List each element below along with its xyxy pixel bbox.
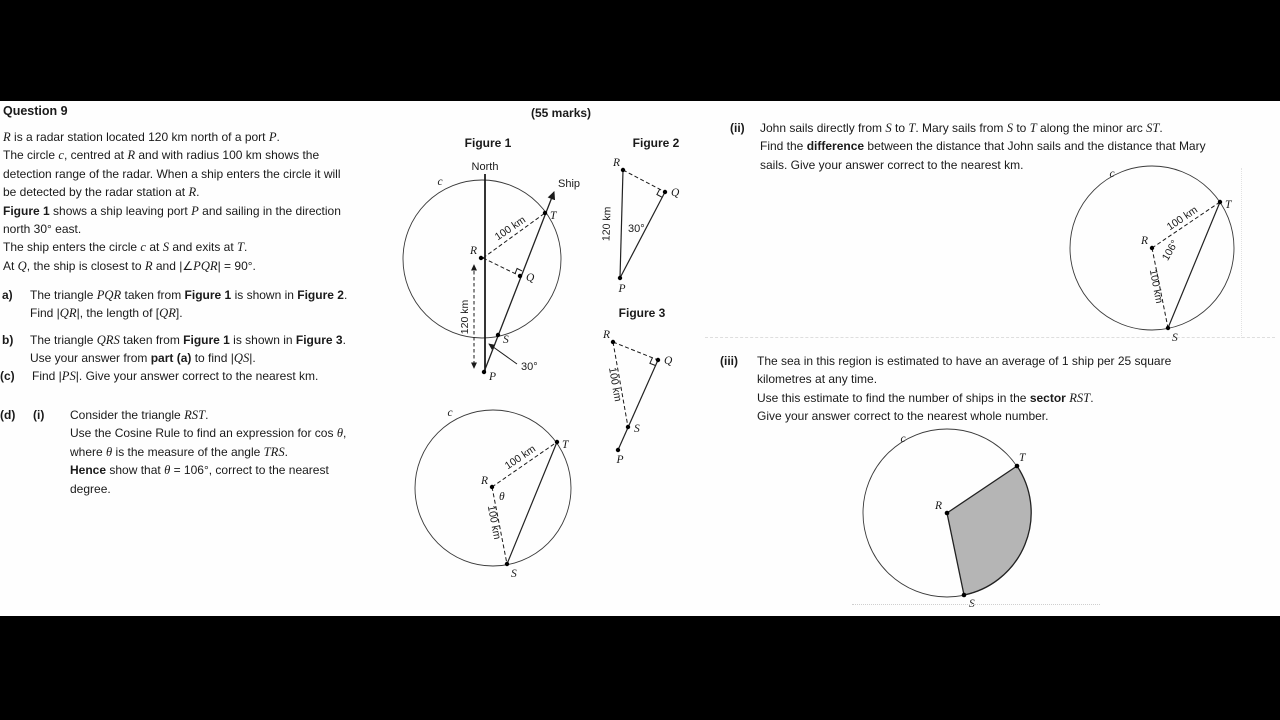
text-line: The sea in this region is estimated to have an average of 1 ship per 25 square	[757, 354, 1172, 368]
point-q-label: Q	[671, 187, 680, 199]
text-line: Use the Cosine Rule to find an expression for cos θ,	[70, 426, 347, 441]
text-line: Use your answer from part (a) to find |QS|.	[30, 351, 256, 366]
part-b-text	[30, 331, 422, 368]
text-line: The triangle QRS taken from Figure 1 is shown in Figure 3.	[30, 333, 346, 347]
point-q-label: Q	[664, 355, 673, 367]
rp-distance-label: 120 km	[459, 299, 471, 335]
point-s	[496, 333, 500, 337]
right-angle-mark-q	[657, 189, 662, 197]
part-d-i-label: (i)	[33, 408, 45, 422]
segment-rp	[620, 170, 623, 278]
point-q	[656, 358, 660, 362]
point-t-label: T	[562, 439, 569, 451]
figure-iii-sector	[856, 425, 1048, 613]
text-line: Find |PS|. Give your answer correct to the nearest km.	[32, 369, 319, 383]
point-t	[1218, 200, 1222, 204]
text-line: Use this estimate to find the number of ships in the sector RST.	[757, 390, 1094, 405]
text-line: degree.	[70, 481, 111, 496]
point-q	[518, 274, 522, 278]
point-p	[482, 370, 486, 374]
segment-rq-dashed	[613, 342, 658, 360]
rt-distance-label: 100 km	[492, 213, 528, 244]
figure-3	[593, 304, 703, 469]
point-s-label: S	[1172, 332, 1178, 344]
point-r	[479, 256, 483, 260]
part-iii-text	[757, 352, 1270, 426]
angle-106-label: 106°	[1159, 238, 1182, 263]
part-b-label: b)	[2, 333, 14, 347]
point-r	[611, 340, 615, 344]
text-line: The ship enters the circle c at S and exits at T.	[3, 240, 248, 255]
text-line: Hence show that θ = 106°, correct to the nearest	[70, 463, 329, 478]
point-s-label: S	[634, 423, 640, 435]
point-r-label: R	[469, 245, 477, 257]
rp-distance-label: 120 km	[600, 206, 614, 242]
part-iii	[720, 352, 1270, 426]
point-t	[1015, 464, 1020, 469]
figure-3-title: Figure 3	[618, 306, 666, 320]
part-c-text	[32, 367, 420, 385]
ship-label: Ship	[558, 178, 581, 190]
point-r	[490, 485, 494, 489]
point-p	[618, 276, 622, 280]
point-r-label: R	[934, 500, 942, 512]
figure-2-title: Figure 2	[632, 136, 680, 150]
figure-2	[595, 134, 700, 296]
point-r-label: R	[480, 475, 488, 487]
point-r-label: R	[602, 329, 610, 341]
text-line: Find |QR|, the length of [QR].	[30, 306, 183, 321]
text-line: John sails directly from S to T. Mary sails from S to T along the minor arc ST.	[760, 121, 1163, 135]
circle-c-label: c	[437, 176, 443, 188]
part-d-text	[70, 406, 420, 498]
point-q-label: Q	[526, 272, 535, 284]
text-line: The triangle PQR taken from Figure 1 is shown in Figure 2.	[30, 288, 348, 302]
part-ii-label: (ii)	[730, 121, 745, 135]
exam-page	[0, 101, 1280, 616]
north-label: North	[471, 161, 499, 173]
point-p-label: P	[616, 454, 624, 466]
text-line: Find the difference between the distance that John sails and the distance that Mary	[760, 139, 1206, 154]
scan-artifact-line	[852, 604, 1100, 605]
question-title: Question 9	[3, 104, 68, 118]
text-line: At Q, the ship is closest to R and |∠PQR| = 90°.	[3, 258, 256, 273]
point-r	[621, 168, 625, 172]
theta-label: θ	[499, 491, 505, 503]
text-line: north 30° east.	[3, 222, 82, 237]
text-line: The circle c, centred at R and with radius 100 km shows the	[3, 148, 320, 163]
point-r	[1150, 246, 1154, 250]
segment-rq-dashed	[483, 258, 520, 276]
segment-qsp	[618, 360, 658, 450]
point-s	[626, 425, 630, 429]
rs-distance-label: 100 km	[484, 504, 504, 541]
angle-30-label: 30°	[628, 223, 645, 235]
scan-artifact-line	[1241, 168, 1242, 338]
text-line: Consider the triangle RST.	[70, 408, 209, 422]
text-line: Give your answer correct to the nearest whole number.	[757, 409, 1049, 424]
part-c-label: (c)	[0, 369, 15, 383]
text-line: kilometres at any time.	[757, 372, 878, 387]
point-s-label: S	[503, 334, 509, 346]
rs-distance-label: 100 km	[606, 366, 624, 403]
circle-c-label: c	[1109, 168, 1115, 180]
rs-distance-label: 100 km	[1146, 268, 1166, 305]
sector-rst	[947, 466, 1031, 595]
point-s-label: S	[511, 568, 517, 580]
scan-artifact-line	[705, 337, 1275, 338]
angle-30-label: 30°	[521, 361, 538, 373]
text-line: sails. Give your answer correct to the nearest km.	[760, 157, 1024, 172]
part-b	[2, 331, 422, 368]
point-r	[945, 511, 950, 516]
text-line: Figure 1 shows a ship leaving port P and sailing in the direction	[3, 203, 341, 218]
rt-distance-label: 100 km	[502, 442, 538, 473]
circle-c-label: c	[447, 407, 453, 419]
point-t-label: T	[550, 210, 557, 222]
part-a-text	[30, 286, 422, 323]
figure-1-title: Figure 1	[464, 136, 512, 150]
point-t-label: T	[1225, 199, 1232, 211]
figure-1	[395, 134, 605, 396]
part-a	[2, 286, 422, 323]
point-t	[555, 440, 559, 444]
point-p	[616, 448, 620, 452]
circle-c-label: c	[900, 433, 906, 445]
text-line: where θ is the measure of the angle TRS.	[70, 444, 288, 459]
figure-ii-circle	[1058, 165, 1250, 353]
segment-rq-dashed	[623, 170, 665, 192]
part-c	[0, 367, 420, 385]
part-a-label: a)	[2, 288, 13, 302]
point-p-label: P	[489, 371, 497, 383]
part-iii-label: (iii)	[720, 354, 738, 368]
text-line: detection range of the radar. When a ship enters the circle it will	[3, 166, 341, 181]
angle-pointer-line	[489, 344, 517, 364]
point-s	[962, 593, 967, 598]
rt-distance-label: 100 km	[1164, 203, 1200, 234]
marks-label: (55 marks)	[531, 106, 592, 120]
right-angle-mark-q	[650, 358, 656, 366]
part-d-label: (d)	[0, 408, 16, 422]
point-s	[1166, 326, 1170, 330]
intro-paragraph	[3, 128, 423, 275]
point-t-label: T	[1019, 452, 1026, 464]
figure-d-circle	[415, 400, 585, 605]
text-line: R is a radar station located 120 km north of a port P.	[3, 130, 280, 144]
part-d	[0, 406, 420, 498]
right-angle-mark-q	[515, 269, 522, 274]
point-t	[543, 211, 547, 215]
point-q	[663, 190, 667, 194]
point-r-label: R	[1140, 235, 1148, 247]
point-s	[505, 562, 509, 566]
text-line: be detected by the radar station at R.	[3, 185, 200, 200]
point-s-label: S	[969, 598, 975, 610]
segment-pq	[620, 192, 665, 278]
point-p-label: P	[618, 283, 626, 295]
point-r-label: R	[612, 157, 620, 169]
